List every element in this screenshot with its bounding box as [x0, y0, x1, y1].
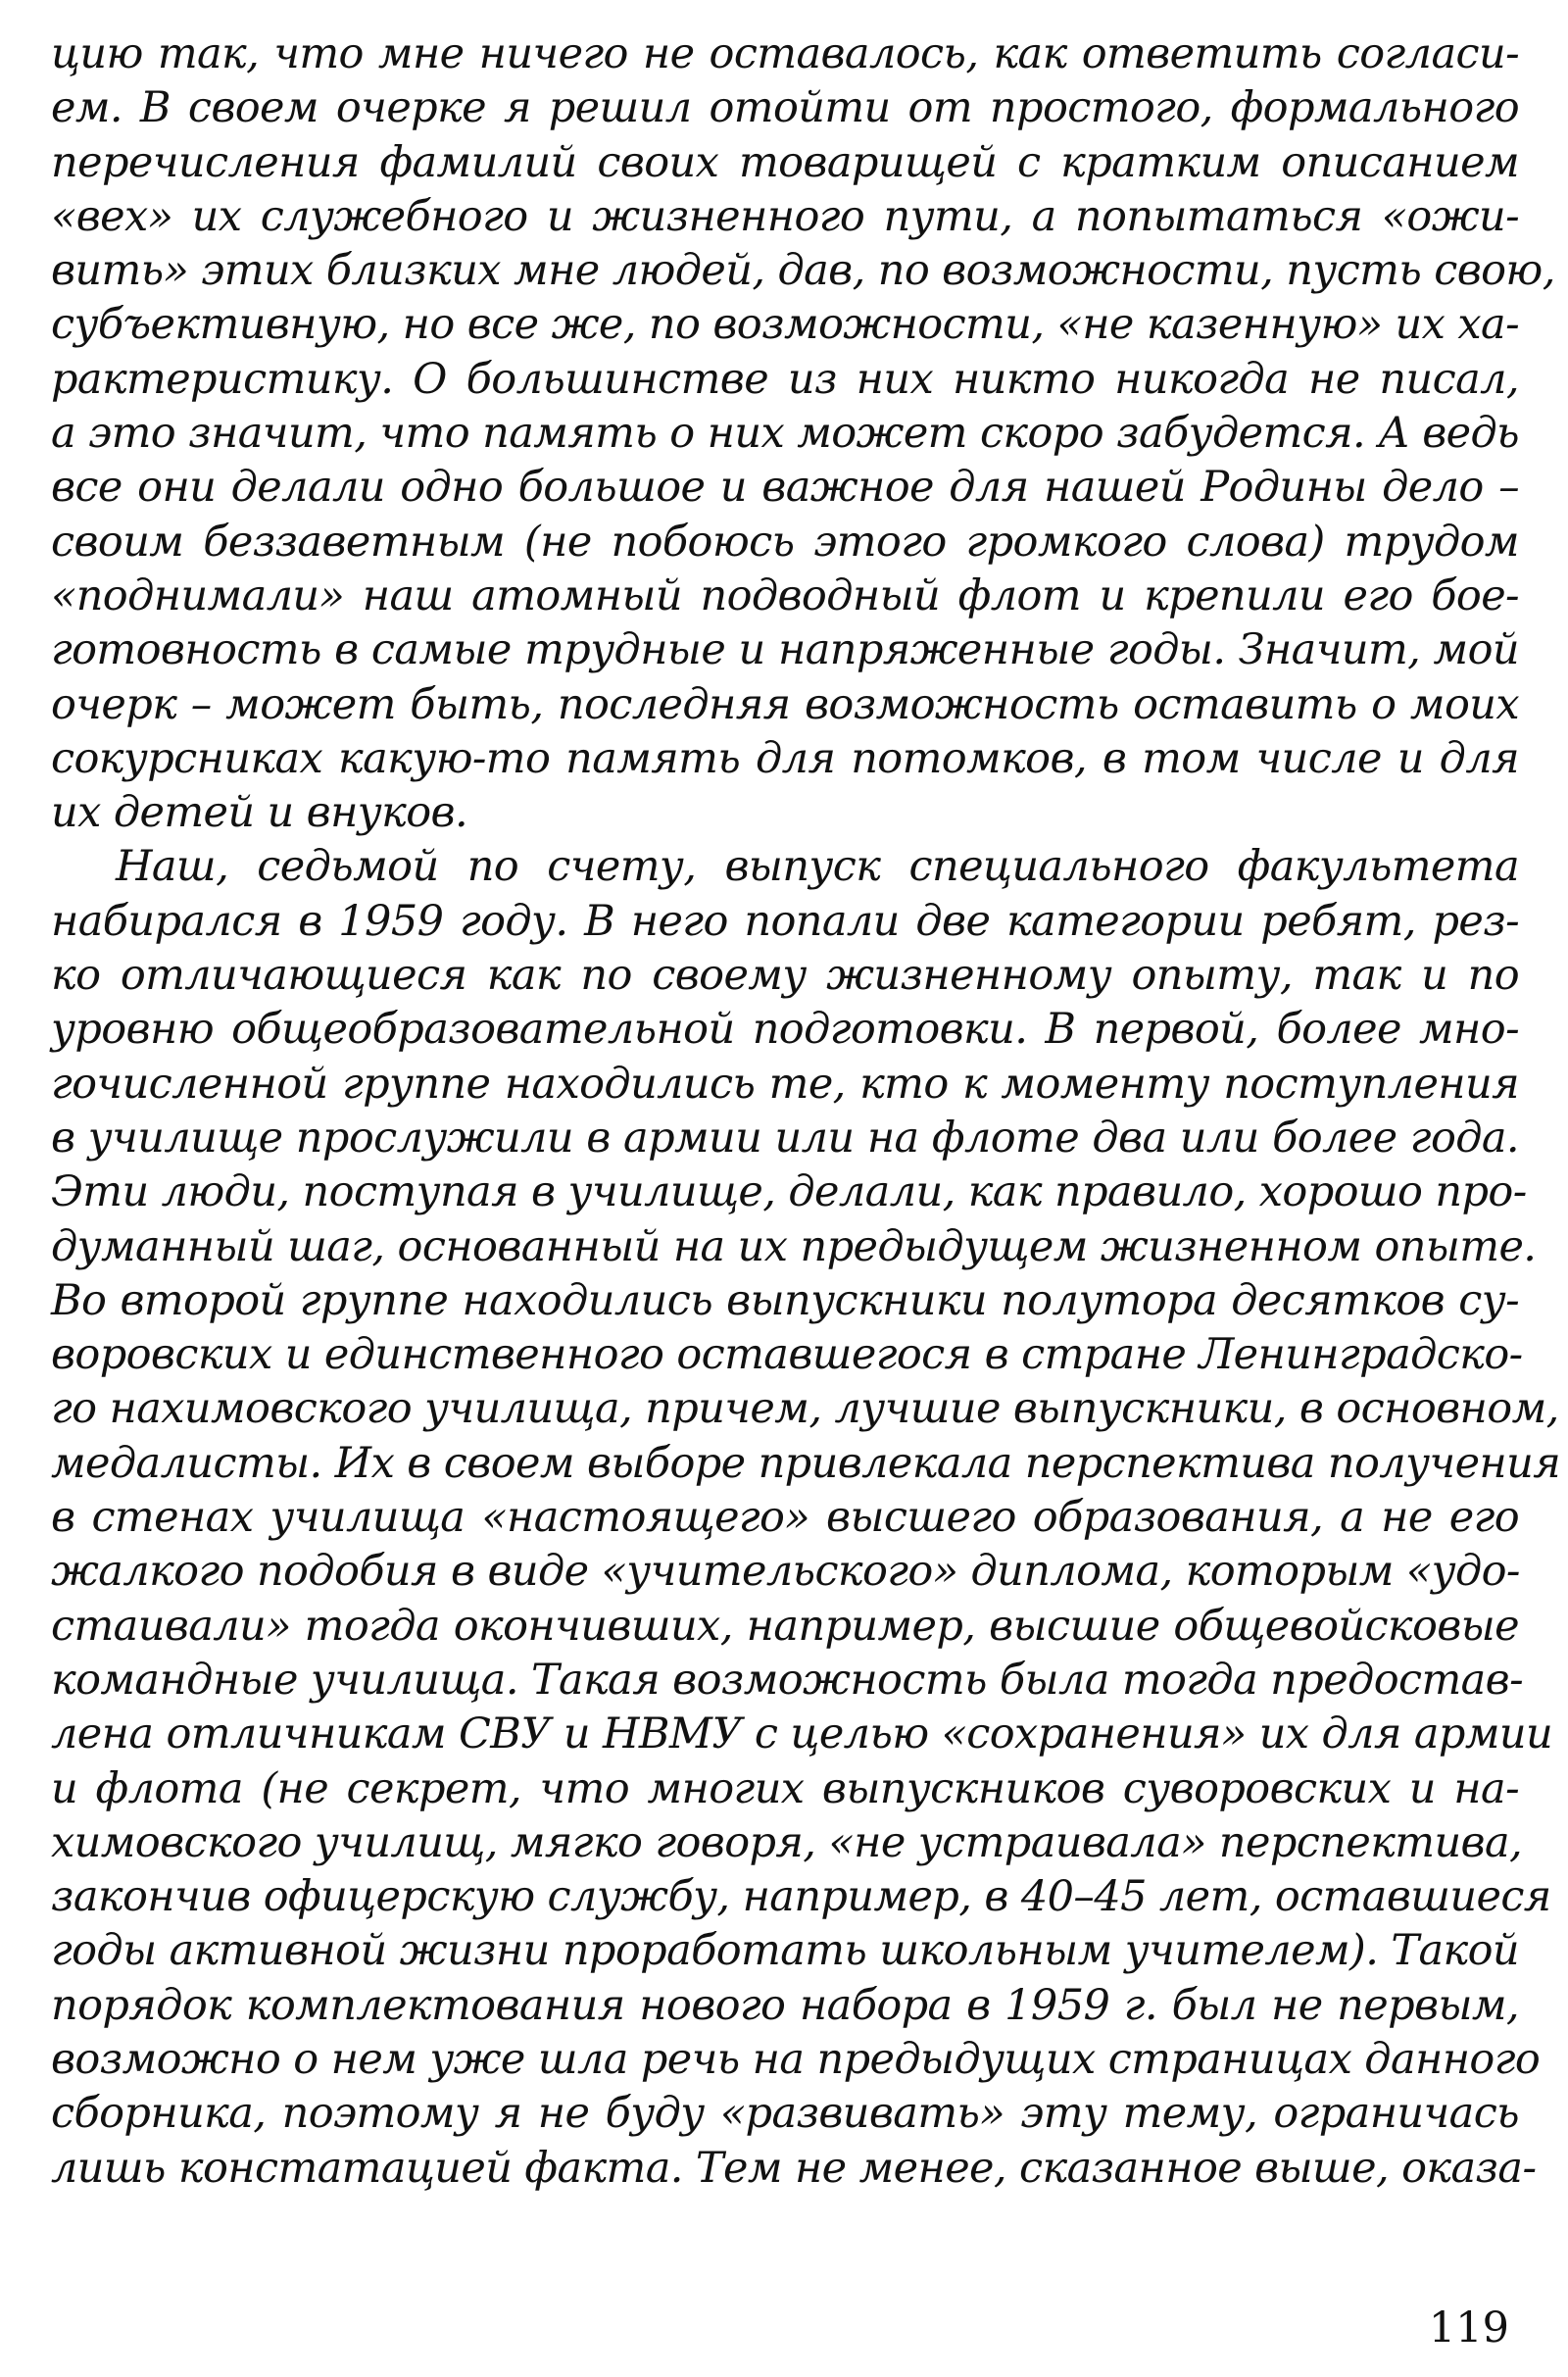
text-line: лишь констатацией факта. Тем не менее, сказанное выше, оказа-: [51, 2143, 1537, 2193]
text-line: закончив офицерскую службу, например, в 40–45 лет, оставшиеся: [51, 1872, 1551, 1922]
text-line: уровню общеобразовательной подготовки. В первой, более мно-: [51, 1005, 1519, 1055]
text-line: химовского училищ, мягко говоря, «не устраивала» перспектива,: [51, 1817, 1523, 1867]
text-line: возможно о нем уже шла речь на предыдущих страницах данного: [51, 2034, 1541, 2084]
text-line: командные училища. Такая возможность была тогда предостав-: [51, 1655, 1524, 1705]
text-line: медалисты. Их в своем выборе привлекала перспектива получения: [51, 1438, 1561, 1488]
text-line: своим беззаветным (не побоюсь этого громкого слова) трудом: [51, 517, 1519, 567]
text-line: «вех» их служебного и жизненного пути, а попытаться «ожи-: [51, 191, 1519, 241]
text-line: го нахимовского училища, причем, лучшие выпускники, в основном,: [51, 1384, 1559, 1434]
text-line: думанный шаг, основанный на их предыдущем жизненном опыте.: [51, 1221, 1537, 1271]
text-line: стаивали» тогда окончивших, например, высшие общевойсковые: [51, 1601, 1519, 1651]
text-line: ко отличающиеся как по своему жизненному опыту, так и по: [51, 951, 1519, 1001]
text-line: в училище прослужили в армии или на флоте два или более года.: [51, 1113, 1519, 1163]
text-line: набирался в 1959 году. В него попали две категории ребят, рез-: [51, 896, 1519, 946]
paragraph-start-line: Наш, седьмой по счету, выпуск специального факультета: [116, 842, 1519, 892]
text-line: и флота (не секрет, что многих выпускников суворовских и на-: [51, 1763, 1519, 1813]
text-line: сборника, поэтому я не буду «развивать» эту тему, ограничась: [51, 2089, 1519, 2139]
text-line: гочисленной группе находились те, кто к моменту поступления: [51, 1059, 1519, 1109]
text-line: годы активной жизни проработать школьным учителем). Такой: [51, 1926, 1519, 1976]
text-line: воровских и единственного оставшегося в стране Ленинградско-: [51, 1330, 1523, 1380]
text-line: готовность в самые трудные и напряженные годы. Значит, мой: [51, 625, 1519, 675]
text-line: Во второй группе находились выпускники полутора десятков су-: [51, 1275, 1519, 1325]
text-line: «поднимали» наш атомный подводный флот и крепили его бое-: [51, 570, 1519, 620]
text-line: сокурсниках какую-то память для потомков, в том числе и для: [51, 733, 1519, 783]
text-line: ем. В своем очерке я решил отойти от простого, формального: [51, 83, 1519, 133]
text-line: очерк – может быть, последняя возможность оставить о моих: [51, 679, 1519, 729]
text-line: в стенах училища «настоящего» высшего образования, а не его: [51, 1493, 1519, 1543]
text-line: рактеристику. О большинстве из них никто никогда не писал,: [51, 354, 1519, 404]
text-line: вить» этих близких мне людей, дав, по возможности, пусть свою,: [51, 246, 1555, 296]
paragraph-end-line: их детей и внуков.: [51, 788, 468, 838]
text-line: перечисления фамилий своих товарищей с кратким описанием: [51, 137, 1519, 187]
page-number: 119: [1428, 2303, 1509, 2352]
text-line: порядок комплектования нового набора в 1959 г. был не первым,: [51, 1980, 1519, 2030]
text-line: Эти люди, поступая в училище, делали, как правило, хорошо про-: [51, 1167, 1527, 1217]
text-line: лена отличникам СВУ и НВМУ с целью «сохранения» их для армии: [51, 1709, 1553, 1759]
body-text: [51, 27, 1561, 2196]
text-line: субъективную, но все же, по возможности, «не казенную» их ха-: [51, 300, 1519, 350]
text-line: а это значит, что память о них может скоро забудется. А ведь: [51, 409, 1519, 459]
text-line: жалкого подобия в виде «учительского» диплома, которым «удо-: [51, 1547, 1520, 1597]
text-line: цию так, что мне ничего не оставалось, как ответить согласи-: [51, 29, 1519, 78]
text-line: все они делали одно большое и важное для нашей Родины дело –: [51, 463, 1519, 513]
